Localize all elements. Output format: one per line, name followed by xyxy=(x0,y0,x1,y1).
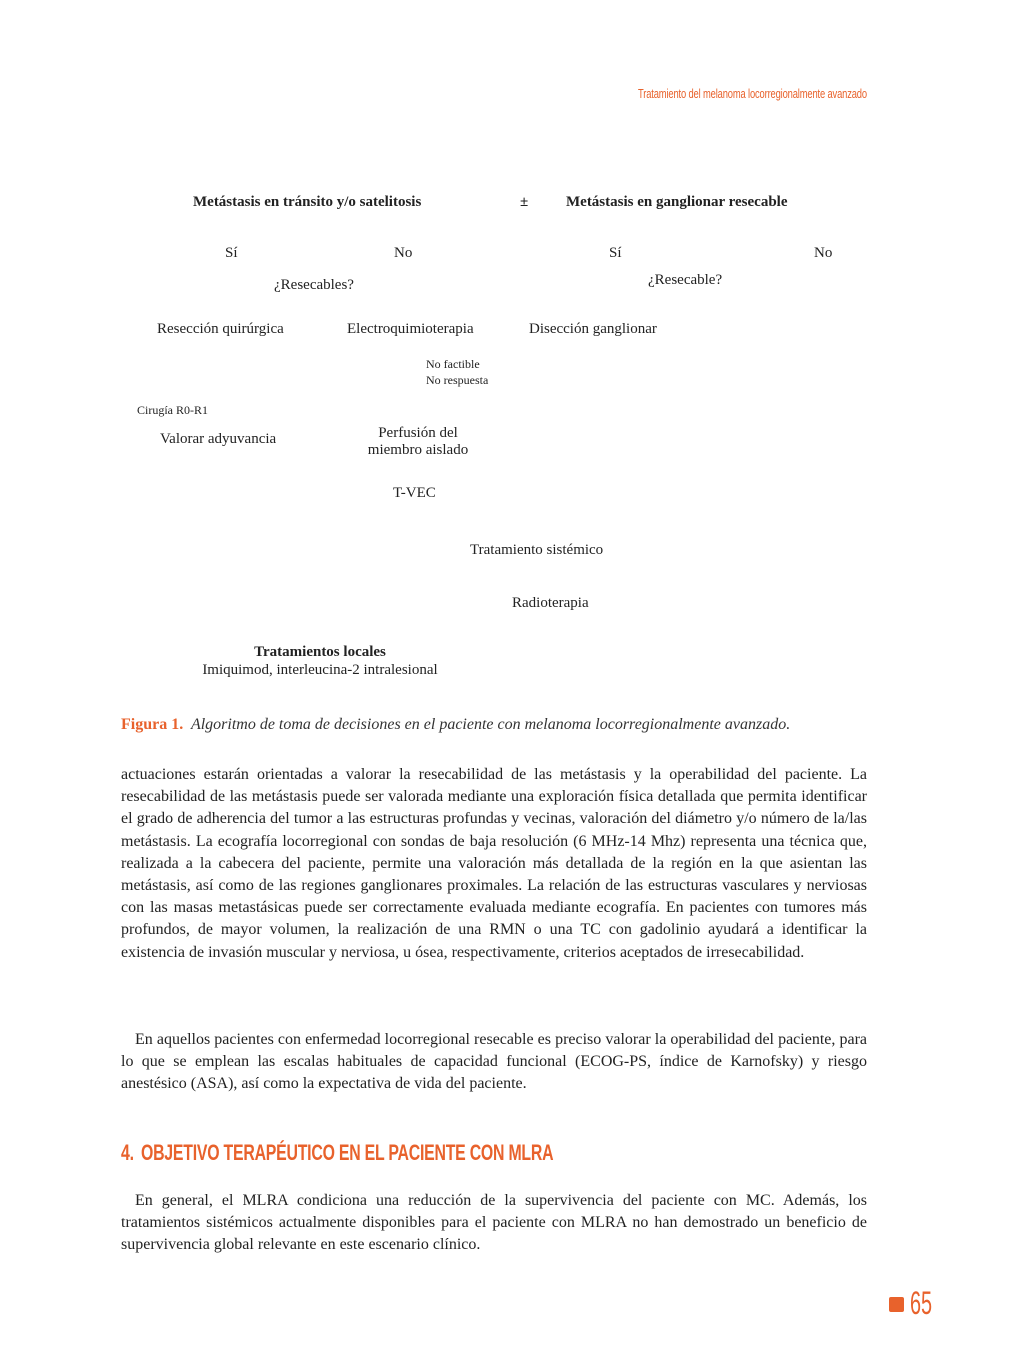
body-paragraph-2: En aquellos pacientes con enfermedad locorregional resecable es preciso valorar la operabilidad del paciente, para lo que se emplean las escalas habituales de capacidad funcional (ECOG-PS, índice de Karnofsky) y riesgo anestésico (ASA), así como la expectativa de vida del paciente. xyxy=(121,1031,867,1093)
node-no-factible: No factible xyxy=(426,357,480,371)
node-electroquimioterapia: Electroquimioterapia xyxy=(347,321,474,337)
section-number: 4. xyxy=(121,1140,134,1165)
node-diseccion-ganglionar: Disección ganglionar xyxy=(529,321,657,337)
node-cirugia-r0r1: Cirugía R0-R1 xyxy=(137,403,208,417)
running-header: Tratamiento del melanoma locorregionalmente avanzado xyxy=(638,86,867,101)
figure-caption xyxy=(121,716,790,734)
page-marker-square xyxy=(889,1297,904,1312)
body-paragraph-3: En general, el MLRA condiciona una reducción de la supervivencia del paciente con MC. Además, los tratamientos sistémicos actualmente disponibles para el paciente con MLRA no han demostrado un beneficio de supervivencia global relevante en este escenario clínico. xyxy=(121,1192,867,1254)
node-tratamientos-locales: Tratamientos locales xyxy=(254,644,386,660)
node-no-left: No xyxy=(394,245,413,261)
node-no-respuesta: No respuesta xyxy=(426,373,489,387)
section-heading xyxy=(121,1140,553,1166)
node-metastasis-ganglionar: Metástasis en ganglionar resecable xyxy=(566,194,788,210)
node-perfusion-line2: miembro aislado xyxy=(367,442,469,458)
node-resecable-question: ¿Resecable? xyxy=(648,272,723,288)
node-radioterapia: Radioterapia xyxy=(512,595,589,611)
node-no-right: No xyxy=(814,245,833,261)
body-paragraph-1: actuaciones estarán orientadas a valorar la resecabilidad de las metástasis y la operabilidad del paciente. La resecabilidad de las metástasis puede ser valorada mediante una exploración física detallada que permita identificar el grado de adherencia del tumor a las estructuras profundas y vecinas, valoración del diámetro y/o número de la/las metástasis. La ecografía locorregional con sondas de baja resolución (6 MHz-14 Mhz) representa una técnica que, realizada a la cabecera del paciente, permite una valoración más detallada de la región en la que asientan las metástasis, así como de las regiones ganglionares proximales. La relación de las estructuras vasculares y nerviosas con las masas metastásicas puede ser correctamente evaluada mediante ecografía. En pacientes con tumores más profundos, de mayor volumen, la realización de una RMN o una TC con gadolinio ayudará a identificar la existencia de invasión muscular y nerviosa, u ósea, respectivamente, criterios aceptados de irresecabilidad. xyxy=(121,766,867,961)
node-valorar-adyuvancia: Valorar adyuvancia xyxy=(160,431,277,447)
node-tratamientos-locales-block xyxy=(160,643,480,679)
node-perfusion-line1: Perfusión del xyxy=(378,425,458,441)
node-reseccion-quirurgica: Resección quirúrgica xyxy=(157,321,284,337)
node-imiquimod: Imiquimod, interleucina-2 intralesional xyxy=(202,662,438,678)
node-perfusion-miembro xyxy=(358,425,478,459)
page-number: 65 xyxy=(910,1285,933,1321)
figure-caption-text: Algoritmo de toma de decisiones en el paciente con melanoma locorregionalmente avanzado. xyxy=(190,716,791,733)
section-title: OBJETIVO TERAPÉUTICO EN EL PACIENTE CON MLRA xyxy=(140,1140,554,1165)
node-si-right: Sí xyxy=(609,245,622,261)
figure-caption-label: Figura 1. xyxy=(121,716,184,733)
node-tvec: T-VEC xyxy=(393,485,436,501)
node-plus-minus: ± xyxy=(520,194,529,210)
node-resecables-question: ¿Resecables? xyxy=(274,277,354,293)
node-si-left: Sí xyxy=(225,245,238,261)
node-metastasis-transito: Metástasis en tránsito y/o satelitosis xyxy=(193,194,422,210)
node-tratamiento-sistemico: Tratamiento sistémico xyxy=(470,542,604,558)
